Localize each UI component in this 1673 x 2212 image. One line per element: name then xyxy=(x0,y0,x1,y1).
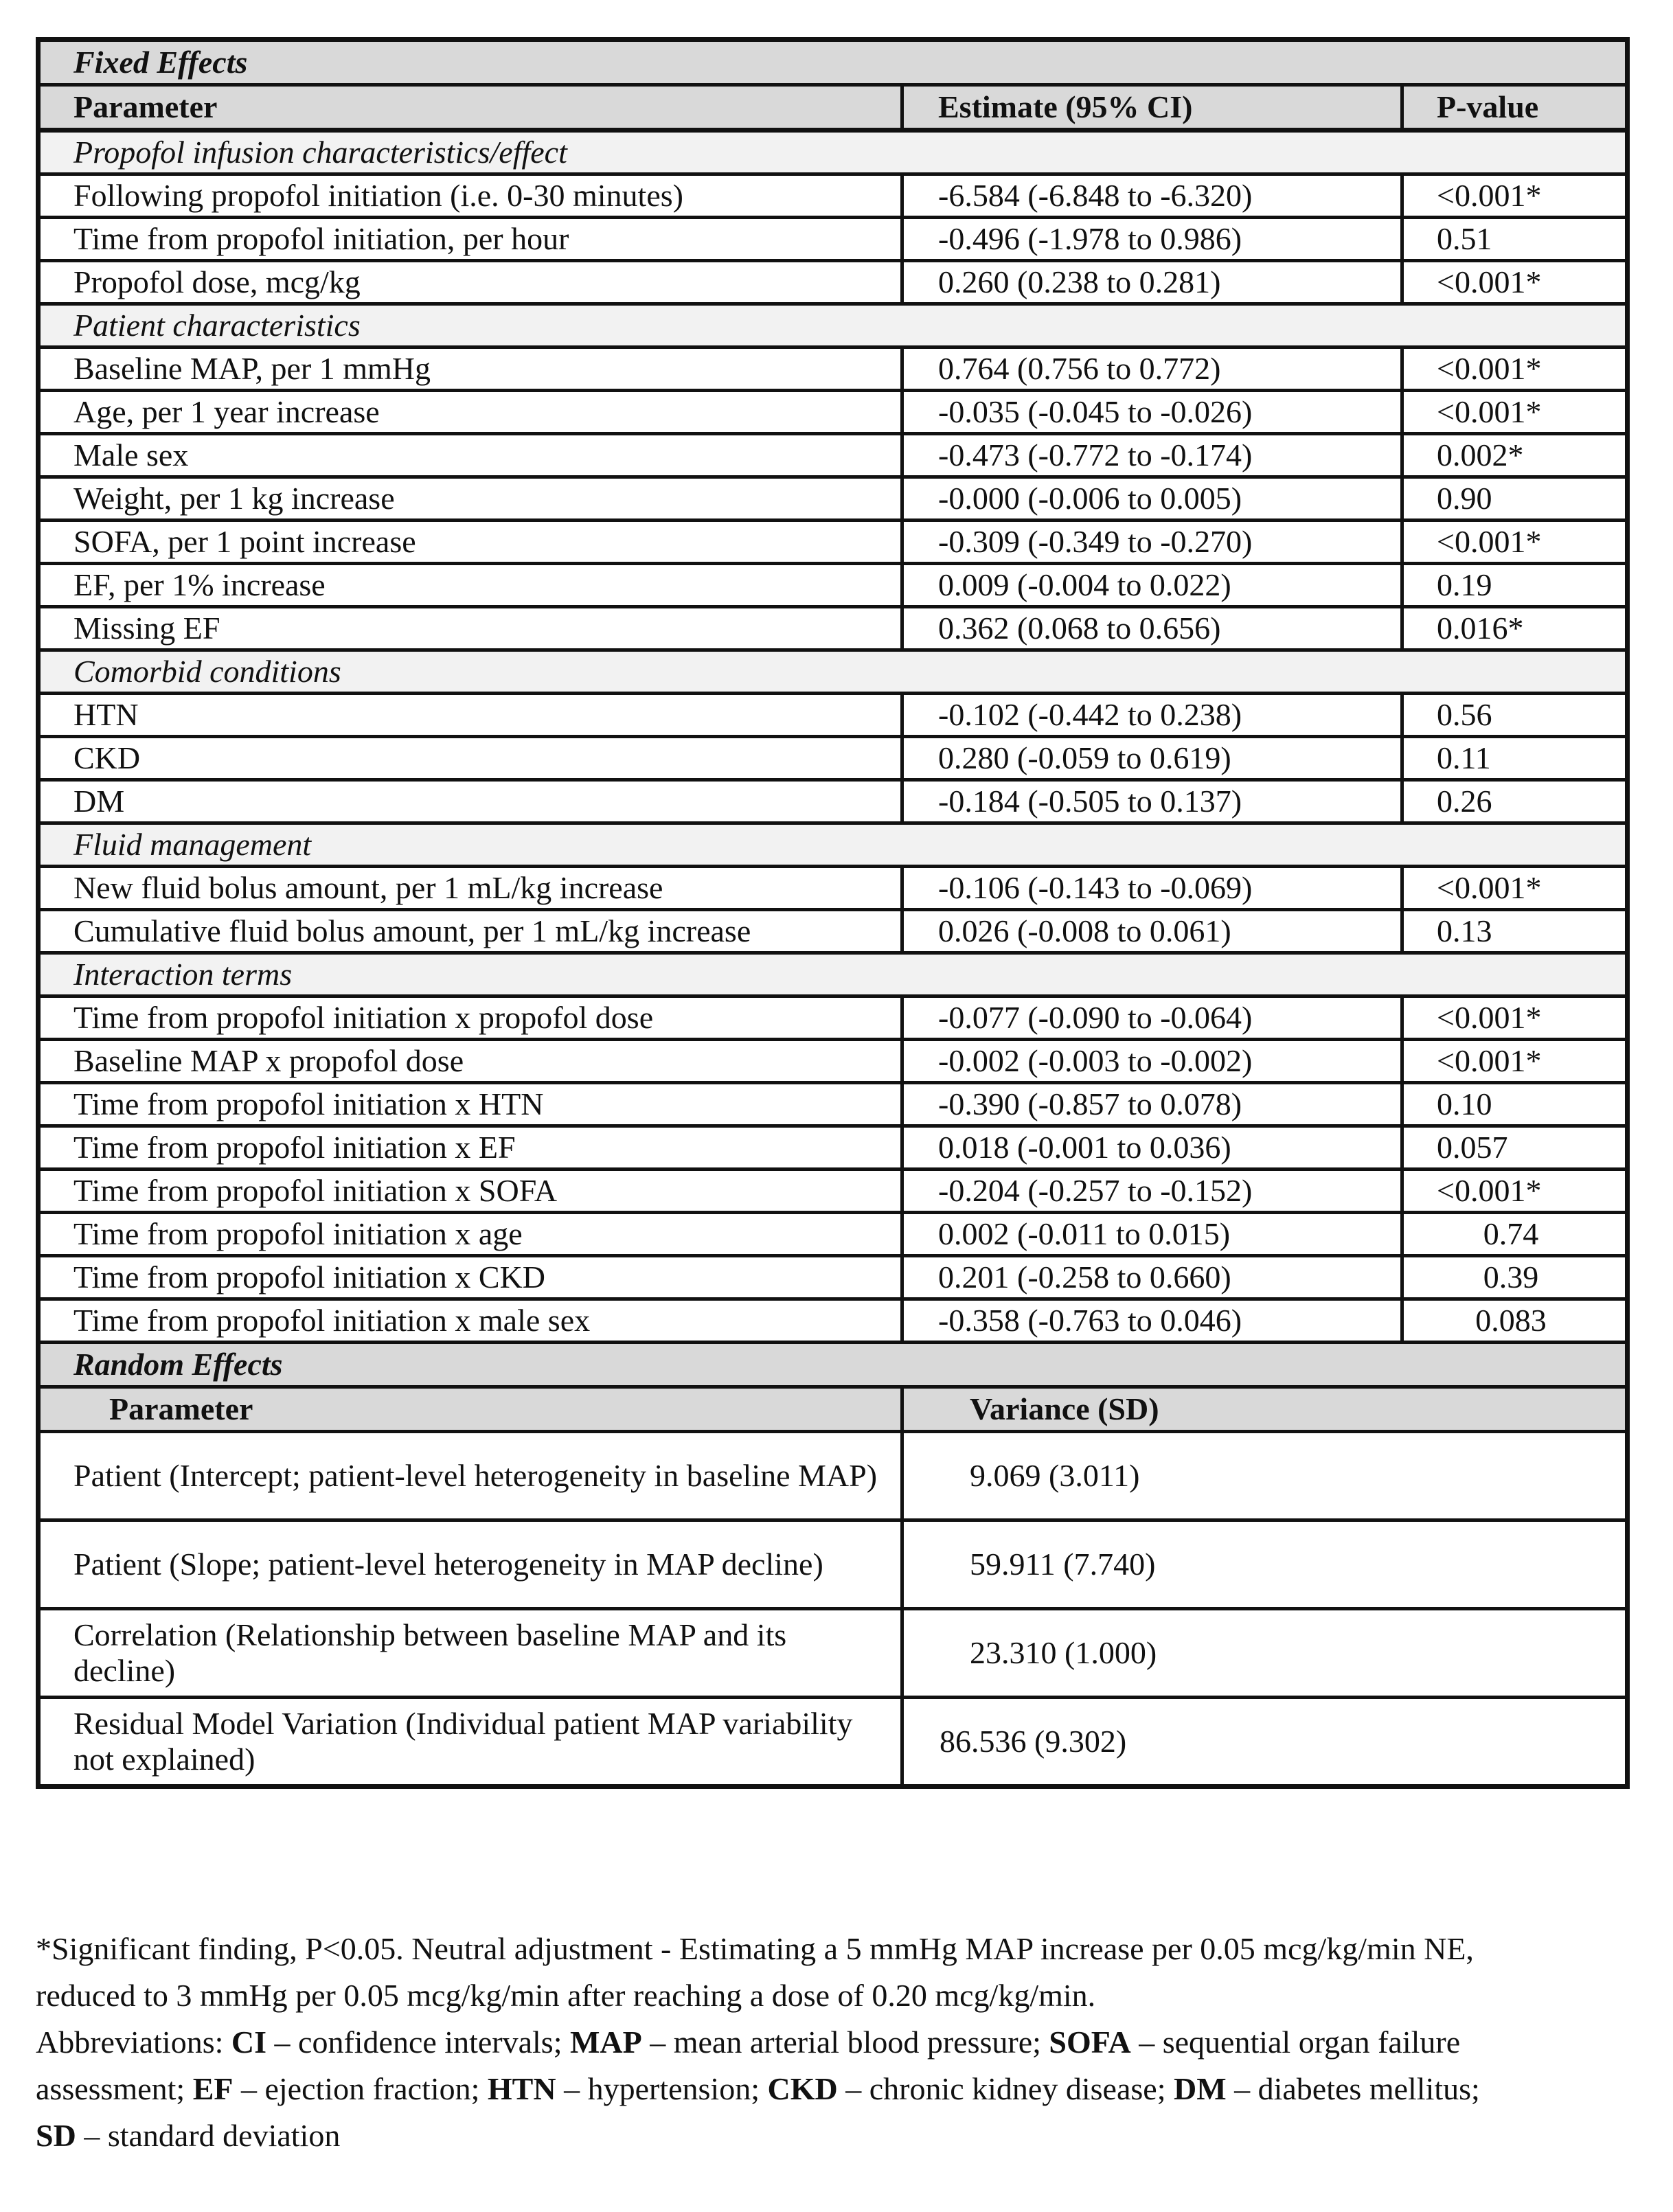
table-row xyxy=(38,218,1628,261)
table-row xyxy=(38,910,1628,953)
random-effects-header-row xyxy=(38,1387,1628,1432)
abbreviations-line: Abbreviations: CI – confidence intervals; MAP – mean arterial blood pressure; SOFA – sequential organ failure xyxy=(36,2025,1461,2060)
parameter-cell: Male sex xyxy=(38,434,902,477)
abbreviations-label: Abbreviations: xyxy=(36,2025,224,2060)
p-value-cell: 0.016* xyxy=(1402,607,1628,650)
table-row xyxy=(38,607,1628,650)
estimate-cell: -0.204 (-0.257 to -0.152) xyxy=(902,1170,1402,1213)
random-effects-title: Random Effects xyxy=(38,1343,1628,1387)
random-parameter-cell: Correlation (Relationship between baseline MAP and its decline) xyxy=(38,1609,902,1698)
table-row xyxy=(38,521,1628,564)
parameter-cell: Baseline MAP x propofol dose xyxy=(38,1040,902,1083)
table-row xyxy=(38,1170,1628,1213)
table-row xyxy=(38,564,1628,607)
abbreviation-definition: hypertension xyxy=(587,2071,751,2106)
section-row xyxy=(38,823,1628,867)
p-value-cell: 0.11 xyxy=(1402,737,1628,780)
random-effect-row xyxy=(38,1698,1628,1787)
section-row xyxy=(38,304,1628,347)
section-row xyxy=(38,650,1628,694)
header-parameter: Parameter xyxy=(38,85,902,130)
estimate-cell: 0.362 (0.068 to 0.656) xyxy=(902,607,1402,650)
abbreviation-term: CI xyxy=(231,2025,267,2060)
abbreviation-definition: confidence intervals xyxy=(298,2025,554,2060)
random-header-parameter: Parameter xyxy=(38,1387,902,1432)
variance-cell: 9.069 (3.011) xyxy=(902,1432,1628,1520)
header-estimate: Estimate (95% CI) xyxy=(902,85,1402,130)
section-row xyxy=(38,953,1628,996)
table-row xyxy=(38,477,1628,521)
random-effects-title-row xyxy=(38,1343,1628,1387)
parameter-cell: Following propofol initiation (i.e. 0-30 minutes) xyxy=(38,174,902,218)
fixed-effects-header-row xyxy=(38,85,1628,130)
estimate-cell: -0.077 (-0.090 to -0.064) xyxy=(902,996,1402,1040)
table-row xyxy=(38,1213,1628,1256)
variance-cell: 59.911 (7.740) xyxy=(902,1520,1628,1609)
random-parameter-cell: Patient (Slope; patient-level heterogeneity in MAP decline) xyxy=(38,1520,902,1609)
p-value-cell: <0.001* xyxy=(1402,347,1628,391)
parameter-cell: Time from propofol initiation x propofol dose xyxy=(38,996,902,1040)
estimate-cell: 0.018 (-0.001 to 0.036) xyxy=(902,1126,1402,1170)
table-row xyxy=(38,694,1628,737)
model-results-table xyxy=(36,37,1630,1789)
parameter-cell: Baseline MAP, per 1 mmHg xyxy=(38,347,902,391)
table-row xyxy=(38,261,1628,304)
p-value-cell: 0.51 xyxy=(1402,218,1628,261)
section-label: Fluid management xyxy=(38,823,1628,867)
abbreviation-term: SD xyxy=(36,2118,76,2153)
section-row xyxy=(38,130,1628,174)
estimate-cell: 0.764 (0.756 to 0.772) xyxy=(902,347,1402,391)
estimate-cell: 0.260 (0.238 to 0.281) xyxy=(902,261,1402,304)
table-row xyxy=(38,347,1628,391)
estimate-cell: 0.280 (-0.059 to 0.619) xyxy=(902,737,1402,780)
estimate-cell: -0.358 (-0.763 to 0.046) xyxy=(902,1299,1402,1343)
parameter-cell: Weight, per 1 kg increase xyxy=(38,477,902,521)
table-row xyxy=(38,867,1628,910)
p-value-cell: <0.001* xyxy=(1402,391,1628,434)
parameter-cell: Time from propofol initiation x age xyxy=(38,1213,902,1256)
abbreviation-definition: diabetes mellitus xyxy=(1257,2071,1472,2106)
abbreviation-definition: chronic kidney disease xyxy=(869,2071,1157,2106)
table-row xyxy=(38,737,1628,780)
parameter-cell: Time from propofol initiation x SOFA xyxy=(38,1170,902,1213)
abbreviation-term: SOFA xyxy=(1049,2025,1131,2060)
table-row xyxy=(38,391,1628,434)
header-p-value: P-value xyxy=(1402,85,1628,130)
parameter-cell: New fluid bolus amount, per 1 mL/kg increase xyxy=(38,867,902,910)
p-value-cell: 0.083 xyxy=(1402,1299,1628,1343)
estimate-cell: -0.473 (-0.772 to -0.174) xyxy=(902,434,1402,477)
parameter-cell: HTN xyxy=(38,694,902,737)
p-value-cell: <0.001* xyxy=(1402,867,1628,910)
results-table-container xyxy=(36,37,1625,1789)
table-row xyxy=(38,1256,1628,1299)
parameter-cell: Missing EF xyxy=(38,607,902,650)
p-value-cell: 0.10 xyxy=(1402,1083,1628,1126)
table-row xyxy=(38,1083,1628,1126)
p-value-cell: 0.26 xyxy=(1402,780,1628,823)
p-value-cell: <0.001* xyxy=(1402,521,1628,564)
table-row xyxy=(38,996,1628,1040)
p-value-cell: 0.002* xyxy=(1402,434,1628,477)
p-value-cell: 0.057 xyxy=(1402,1126,1628,1170)
parameter-cell: Cumulative fluid bolus amount, per 1 mL/kg increase xyxy=(38,910,902,953)
parameter-cell: Time from propofol initiation x CKD xyxy=(38,1256,902,1299)
model-results-body xyxy=(38,40,1628,1787)
p-value-cell: 0.19 xyxy=(1402,564,1628,607)
fixed-effects-title-row xyxy=(38,40,1628,85)
abbreviation-term: EF xyxy=(192,2071,234,2106)
variance-cell: 23.310 (1.000) xyxy=(902,1609,1628,1698)
random-effect-row xyxy=(38,1609,1628,1698)
estimate-cell: -0.309 (-0.349 to -0.270) xyxy=(902,521,1402,564)
p-value-cell: 0.56 xyxy=(1402,694,1628,737)
abbreviation-term: MAP xyxy=(569,2025,642,2060)
table-row xyxy=(38,1040,1628,1083)
estimate-cell: 0.026 (-0.008 to 0.061) xyxy=(902,910,1402,953)
table-footnotes xyxy=(36,1926,1643,2159)
variance-cell: 86.536 (9.302) xyxy=(902,1698,1628,1787)
estimate-cell: -0.106 (-0.143 to -0.069) xyxy=(902,867,1402,910)
estimate-cell: 0.201 (-0.258 to 0.660) xyxy=(902,1256,1402,1299)
parameter-cell: Time from propofol initiation, per hour xyxy=(38,218,902,261)
parameter-cell: Time from propofol initiation x EF xyxy=(38,1126,902,1170)
abbreviation-term: DM xyxy=(1173,2071,1227,2106)
abbreviation-definition: standard deviation xyxy=(107,2118,341,2153)
table-row xyxy=(38,174,1628,218)
estimate-cell: -0.102 (-0.442 to 0.238) xyxy=(902,694,1402,737)
p-value-cell: 0.39 xyxy=(1402,1256,1628,1299)
fixed-effects-title: Fixed Effects xyxy=(38,40,1628,85)
p-value-cell: <0.001* xyxy=(1402,261,1628,304)
abbreviations-note xyxy=(36,2019,1643,2159)
parameter-cell: Age, per 1 year increase xyxy=(38,391,902,434)
estimate-cell: -0.496 (-1.978 to 0.986) xyxy=(902,218,1402,261)
random-effect-row xyxy=(38,1432,1628,1520)
estimate-cell: -0.035 (-0.045 to -0.026) xyxy=(902,391,1402,434)
parameter-cell: SOFA, per 1 point increase xyxy=(38,521,902,564)
parameter-cell: Time from propofol initiation x HTN xyxy=(38,1083,902,1126)
estimate-cell: 0.002 (-0.011 to 0.015) xyxy=(902,1213,1402,1256)
p-value-cell: 0.90 xyxy=(1402,477,1628,521)
estimate-cell: -0.390 (-0.857 to 0.078) xyxy=(902,1083,1402,1126)
table-row xyxy=(38,434,1628,477)
parameter-cell: Propofol dose, mcg/kg xyxy=(38,261,902,304)
abbreviation-term: HTN xyxy=(487,2071,556,2106)
table-row xyxy=(38,1126,1628,1170)
random-header-variance: Variance (SD) xyxy=(902,1387,1628,1432)
p-value-cell: <0.001* xyxy=(1402,174,1628,218)
p-value-cell: <0.001* xyxy=(1402,1040,1628,1083)
section-label: Propofol infusion characteristics/effect xyxy=(38,130,1628,174)
abbreviation-definition: mean arterial blood pressure xyxy=(673,2025,1033,2060)
p-value-cell: <0.001* xyxy=(1402,1170,1628,1213)
random-parameter-cell: Patient (Intercept; patient-level heterogeneity in baseline MAP) xyxy=(38,1432,902,1520)
p-value-cell: 0.13 xyxy=(1402,910,1628,953)
p-value-cell: 0.74 xyxy=(1402,1213,1628,1256)
table-row xyxy=(38,780,1628,823)
estimate-cell: -6.584 (-6.848 to -6.320) xyxy=(902,174,1402,218)
estimate-cell: -0.000 (-0.006 to 0.005) xyxy=(902,477,1402,521)
random-parameter-cell: Residual Model Variation (Individual patient MAP variability not explained) xyxy=(38,1698,902,1787)
parameter-cell: EF, per 1% increase xyxy=(38,564,902,607)
p-value-cell: <0.001* xyxy=(1402,996,1628,1040)
abbreviation-definition: sequential organ failure xyxy=(1162,2025,1461,2060)
section-label: Comorbid conditions xyxy=(38,650,1628,694)
estimate-cell: -0.002 (-0.003 to -0.002) xyxy=(902,1040,1402,1083)
estimate-cell: -0.184 (-0.505 to 0.137) xyxy=(902,780,1402,823)
section-label: Interaction terms xyxy=(38,953,1628,996)
abbreviation-term: CKD xyxy=(767,2071,838,2106)
table-row xyxy=(38,1299,1628,1343)
abbreviation-definition: ejection fraction xyxy=(264,2071,471,2106)
random-effect-row xyxy=(38,1520,1628,1609)
parameter-cell: DM xyxy=(38,780,902,823)
significance-note-line-1: *Significant finding, P<0.05. Neutral adjustment - Estimating a 5 mmHg MAP increase per 0.05 mcg/kg/min NE, xyxy=(36,1931,1474,1966)
parameter-cell: Time from propofol initiation x male sex xyxy=(38,1299,902,1343)
abbreviation-definition-continued: assessment xyxy=(36,2071,177,2106)
section-label: Patient characteristics xyxy=(38,304,1628,347)
significance-note-line-2: reduced to 3 mmHg per 0.05 mcg/kg/min after reaching a dose of 0.20 mcg/kg/min. xyxy=(36,1978,1096,2013)
estimate-cell: 0.009 (-0.004 to 0.022) xyxy=(902,564,1402,607)
parameter-cell: CKD xyxy=(38,737,902,780)
abbreviations-line: assessment; EF – ejection fraction; HTN – hypertension; CKD – chronic kidney disease; DM – diabetes mellitus; xyxy=(36,2071,1480,2106)
abbreviations-line: SD – standard deviation xyxy=(36,2118,341,2153)
